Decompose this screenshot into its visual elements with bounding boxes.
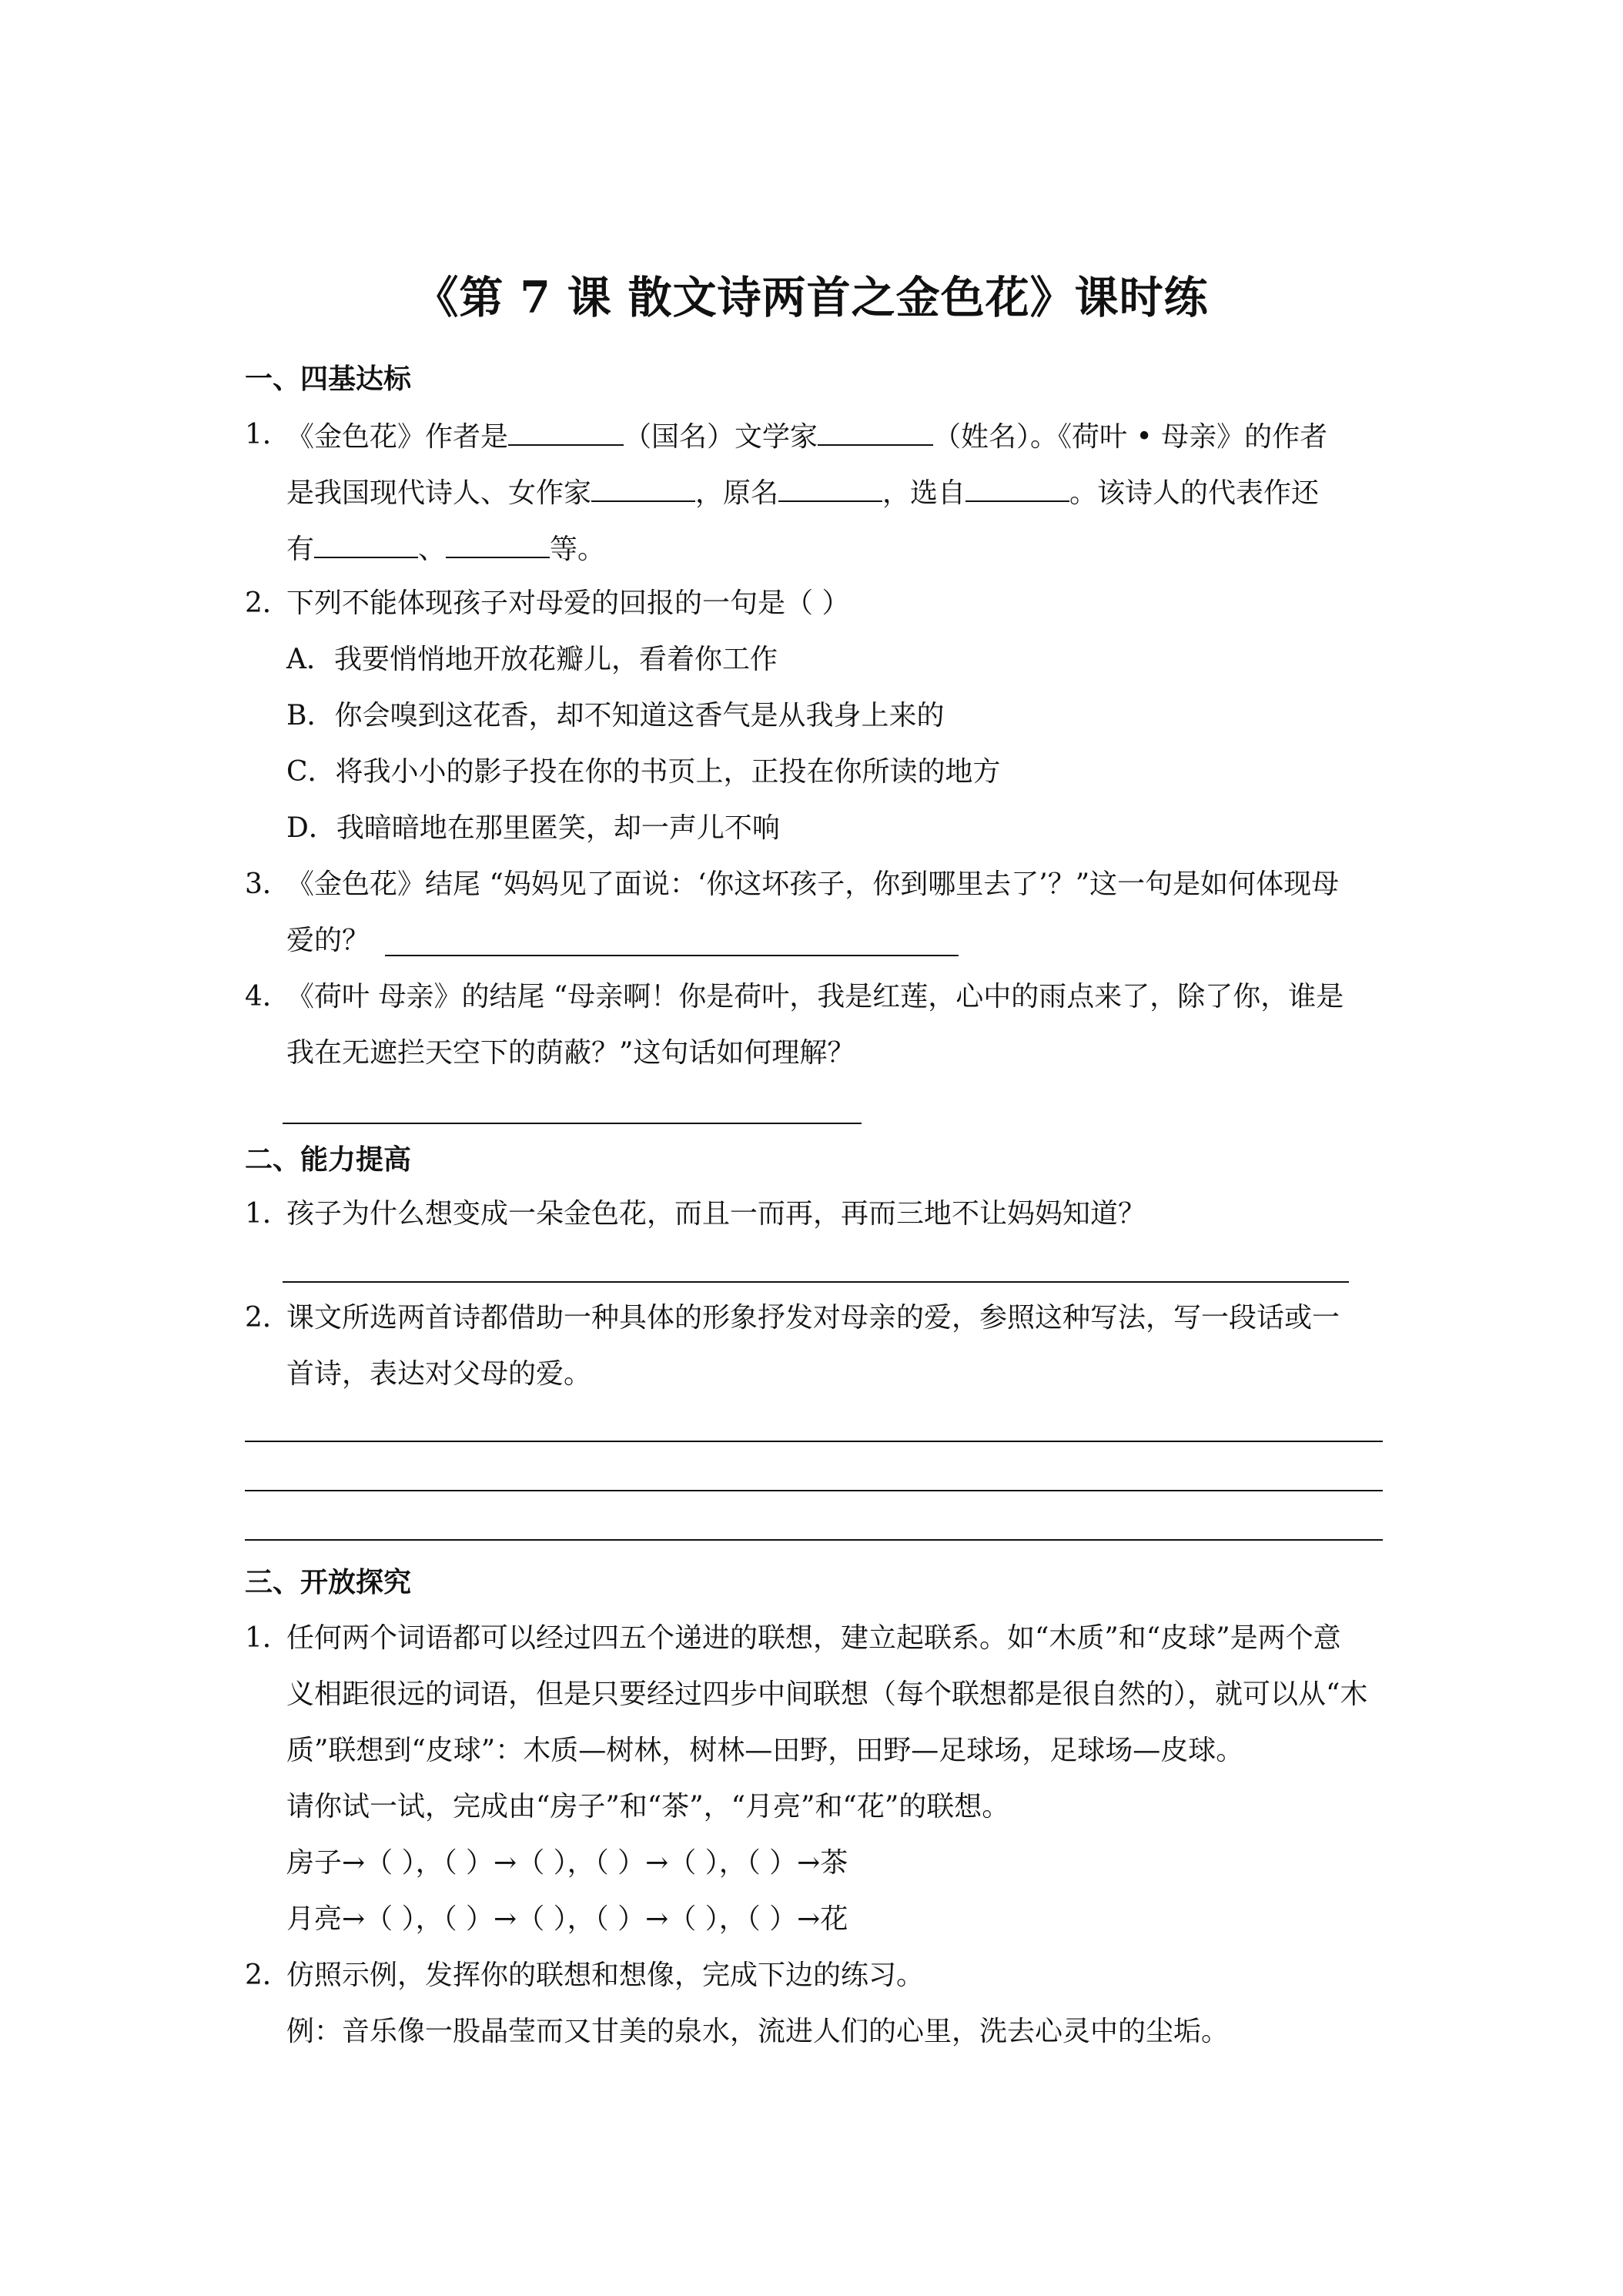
answer-blank[interactable] xyxy=(314,530,418,558)
answer-blank[interactable] xyxy=(818,418,933,446)
answer-blank[interactable] xyxy=(591,474,695,502)
question-number: 4． xyxy=(245,981,290,1012)
question-number: 2． xyxy=(245,1302,290,1334)
answer-line[interactable] xyxy=(283,1281,1349,1283)
question-text: ，原名 xyxy=(695,477,779,509)
question-1-line-3 xyxy=(286,530,605,567)
question-text: 等。 xyxy=(550,534,606,565)
question-text: 仿照示例，发挥你的联想和想像，完成下边的练习。 xyxy=(286,1960,925,1991)
question-text: 有 xyxy=(286,534,315,565)
question-text: 、 xyxy=(418,534,447,565)
question-1-line-2 xyxy=(286,474,1319,510)
section-heading-open: 三、开放探究 xyxy=(245,1566,412,1598)
answer-blank[interactable] xyxy=(446,530,550,558)
answer-line[interactable] xyxy=(385,955,959,956)
question-text: 质”联想到“皮球”：木质—树林，树林—田野，田野—足球场，足球场—皮球。 xyxy=(286,1735,1244,1766)
question-text: 孩子为什么想变成一朵金色花，而且一而再，再而三地不让妈妈知道？ xyxy=(286,1198,1146,1230)
question-number: 1． xyxy=(245,1198,290,1230)
answer-blank[interactable] xyxy=(778,474,882,502)
question-3-line-2: 爱的？ xyxy=(286,925,370,956)
page-title: 《第 7 课 散文诗两首之金色花》课时练 xyxy=(414,272,1209,323)
answer-line[interactable] xyxy=(245,1490,1383,1491)
association-chain-moon-flower[interactable]: 月亮→（ ），（ ）→（ ），（ ）→（ ），（ ）→花 xyxy=(286,1903,848,1935)
question-text: 任何两个词语都可以经过四五个递进的联想，建立起联系。如“木质”和“皮球”是两个意 xyxy=(286,1622,1341,1654)
question-number: 2． xyxy=(245,587,290,619)
question-text: 是我国现代诗人、女作家 xyxy=(286,477,592,509)
option-a[interactable]: A．我要悄悄地开放花瓣儿，看着你工作 xyxy=(286,644,778,675)
question-4-line-2: 我在无遮拦天空下的荫蔽？”这句话如何理解？ xyxy=(286,1037,855,1069)
question-number: 1． xyxy=(245,419,290,450)
question-2-text: 下列不能体现孩子对母爱的回报的一句是（ ） xyxy=(286,587,850,619)
section-heading-ability: 二、能力提高 xyxy=(245,1143,412,1176)
question-text: 《金色花》作者是 xyxy=(286,421,509,453)
question-text: （姓名）。《荷叶 • 母亲》的作者 xyxy=(933,421,1328,453)
question-text: 请你试一试，完成由“房子”和“茶”，“月亮”和“花”的联想。 xyxy=(286,1791,1010,1822)
question-text: 义相距很远的词语，但是只要经过四步中间联想（每个联想都是很自然的），就可以从“木 xyxy=(286,1678,1368,1710)
question-number: 3． xyxy=(245,869,290,900)
question-text: 。该诗人的代表作还 xyxy=(1069,477,1320,509)
question-3-line-1: 《金色花》结尾 “妈妈见了面说：‘你这坏孩子，你到哪里去了’？”这一句是如何体现母 xyxy=(286,869,1340,900)
answer-line[interactable] xyxy=(245,1441,1383,1442)
association-chain-house-tea[interactable]: 房子→（ ），（ ）→（ ），（ ）→（ ），（ ）→茶 xyxy=(286,1847,848,1879)
question-text: ，选自 xyxy=(882,477,966,509)
option-b[interactable]: B．你会嗅到这花香，却不知道这香气是从我身上来的 xyxy=(286,700,945,731)
question-text: 首诗，表达对父母的爱。 xyxy=(286,1358,592,1390)
question-number: 2． xyxy=(245,1960,290,1991)
answer-blank[interactable] xyxy=(508,418,624,446)
option-d[interactable]: D．我暗暗地在那里匿笑，却一声儿不响 xyxy=(286,812,780,844)
question-text: （国名）文学家 xyxy=(624,421,818,453)
question-4-line-1: 《荷叶 母亲》的结尾 “母亲啊！你是荷叶，我是红莲，心中的雨点来了，除了你，谁是 xyxy=(286,981,1344,1012)
section-heading-basics: 一、四基达标 xyxy=(245,363,412,395)
answer-line[interactable] xyxy=(283,1123,862,1124)
option-c[interactable]: C．将我小小的影子投在你的书页上，正投在你所读的地方 xyxy=(286,756,1001,788)
answer-line[interactable] xyxy=(245,1539,1383,1541)
example-text: 例：音乐像一股晶莹而又甘美的泉水，流进人们的心里，洗去心灵中的尘垢。 xyxy=(286,2016,1230,2047)
answer-blank[interactable] xyxy=(965,474,1069,502)
question-1-line-1 xyxy=(286,418,1327,454)
question-text: 课文所选两首诗都借助一种具体的形象抒发对母亲的爱，参照这种写法，写一段话或一 xyxy=(286,1302,1340,1334)
question-number: 1． xyxy=(245,1622,290,1654)
